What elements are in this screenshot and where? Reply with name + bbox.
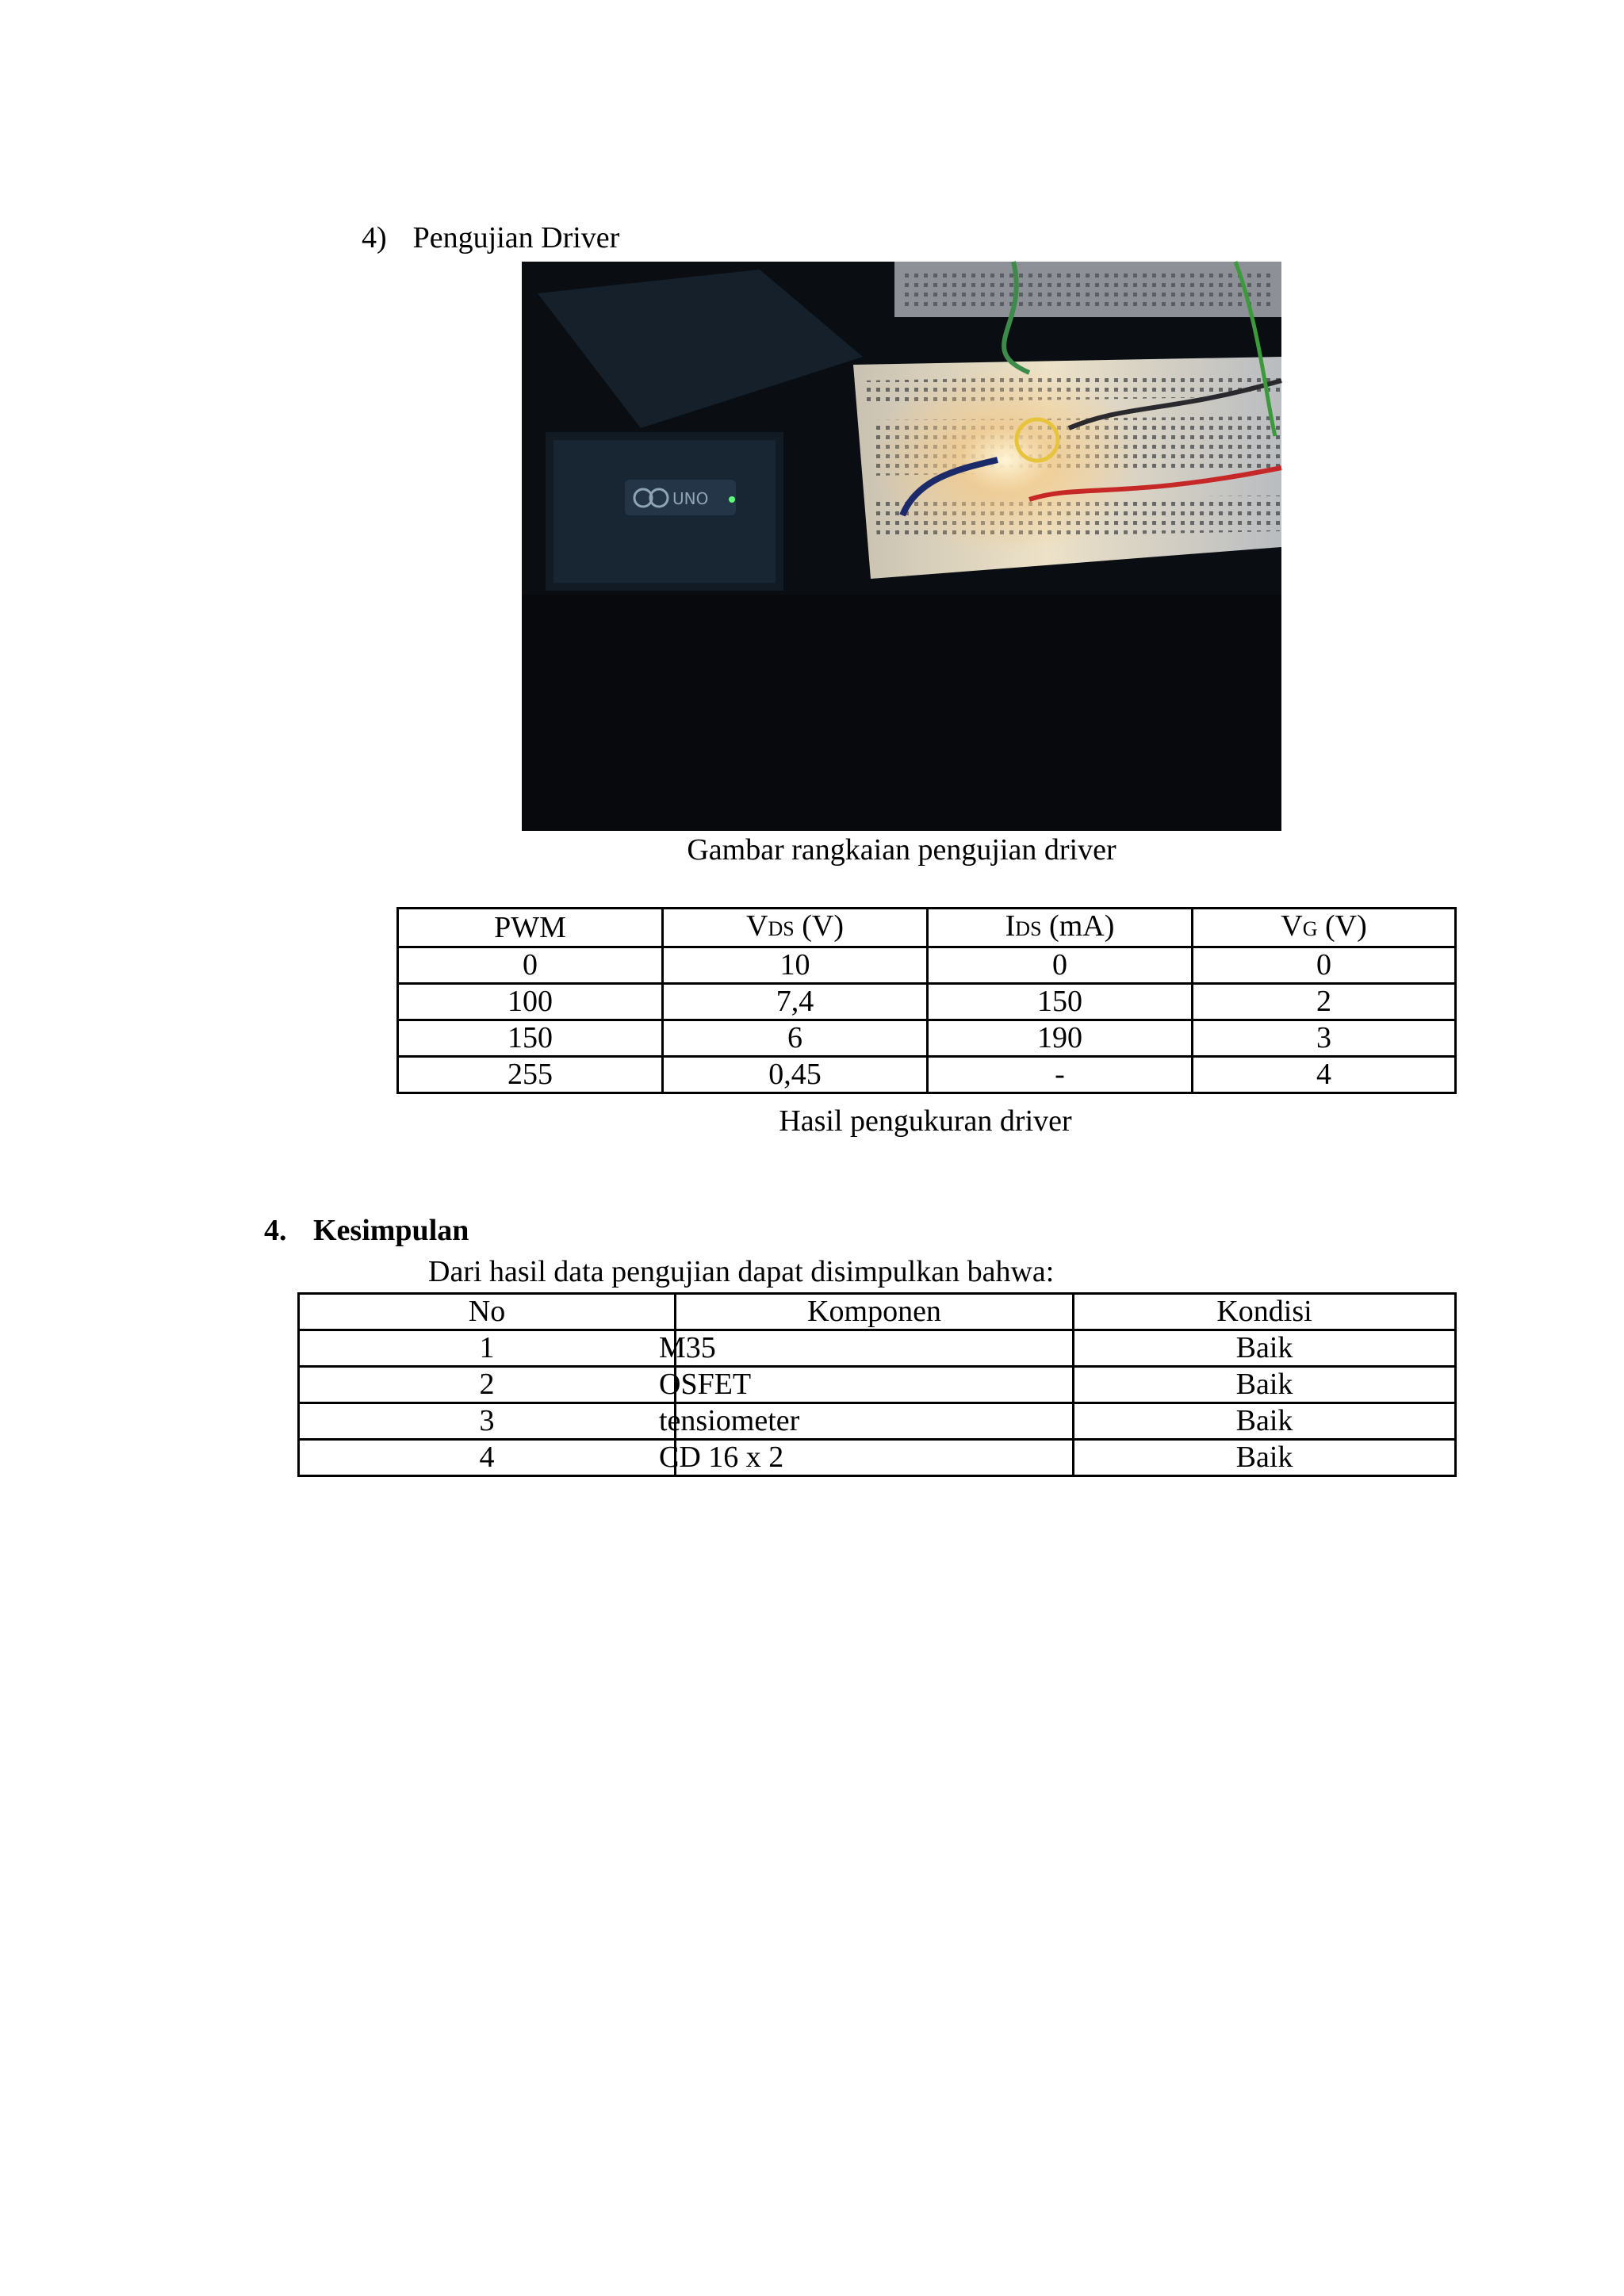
board-label: UNO xyxy=(672,489,709,508)
subsection-heading xyxy=(362,219,619,257)
table-cell: 3 xyxy=(1193,1020,1456,1057)
header-no: No xyxy=(299,1294,676,1330)
table-cell: M35 xyxy=(676,1330,1074,1367)
table-cell: 150 xyxy=(928,984,1193,1020)
table-cell: 190 xyxy=(928,1020,1193,1057)
table-cell: 0 xyxy=(928,947,1193,984)
table-cell: Baik xyxy=(1074,1367,1456,1403)
conclusion-intro: Dari hasil data pengujian dapat disimpulkan bahwa: xyxy=(428,1255,1055,1288)
section-number: 4. xyxy=(264,1214,287,1247)
header-ids: IDS (mA) xyxy=(928,909,1193,947)
table-cell: 0 xyxy=(1193,947,1456,984)
table-row xyxy=(299,1440,1456,1476)
table-cell: 150 xyxy=(398,1020,663,1057)
table-cell: 2 xyxy=(299,1367,676,1403)
table-cell: 1 xyxy=(299,1330,676,1367)
table-header-row xyxy=(398,909,1456,947)
header-komponen: Komponen xyxy=(676,1294,1074,1330)
table-cell: 3 xyxy=(299,1403,676,1440)
section-title: Kesimpulan xyxy=(313,1214,469,1247)
header-pwm: PWM xyxy=(398,909,663,947)
table-caption: Hasil pengukuran driver xyxy=(779,1104,1072,1138)
figure-caption: Gambar rangkaian pengujian driver xyxy=(687,833,1116,867)
header-kondisi: Kondisi xyxy=(1074,1294,1456,1330)
driver-measurement-table xyxy=(396,907,1457,1094)
subsection-number: 4) xyxy=(362,221,387,254)
table-cell: 2 xyxy=(1193,984,1456,1020)
table-row xyxy=(398,984,1456,1020)
table-cell: Baik xyxy=(1074,1330,1456,1367)
table-cell: OSFET xyxy=(676,1367,1074,1403)
table-cell: - xyxy=(928,1057,1193,1093)
table-cell: 4 xyxy=(299,1440,676,1476)
table-cell: Baik xyxy=(1074,1440,1456,1476)
header-vds: VDS (V) xyxy=(663,909,928,947)
table-cell: 10 xyxy=(663,947,928,984)
table-row xyxy=(299,1367,1456,1403)
table-row xyxy=(398,1057,1456,1093)
component-condition-table xyxy=(297,1292,1457,1477)
table-cell: 6 xyxy=(663,1020,928,1057)
circuit-photo-illustration xyxy=(522,262,1281,831)
table-cell: 0 xyxy=(398,947,663,984)
table-cell: 4 xyxy=(1193,1057,1456,1093)
section-heading xyxy=(264,1211,469,1249)
table-row xyxy=(299,1403,1456,1440)
header-vg: VG (V) xyxy=(1193,909,1456,947)
circuit-photo xyxy=(522,262,1281,831)
table-header-row xyxy=(299,1294,1456,1330)
table-row xyxy=(398,947,1456,984)
table-cell: CD 16 x 2 xyxy=(676,1440,1074,1476)
table-cell: 0,45 xyxy=(663,1057,928,1093)
table-cell: tensiometer xyxy=(676,1403,1074,1440)
table-cell: 100 xyxy=(398,984,663,1020)
subsection-title: Pengujian Driver xyxy=(412,221,620,254)
table-cell: 7,4 xyxy=(663,984,928,1020)
table-row xyxy=(299,1330,1456,1367)
table-cell: 255 xyxy=(398,1057,663,1093)
table-cell: Baik xyxy=(1074,1403,1456,1440)
table-row xyxy=(398,1020,1456,1057)
